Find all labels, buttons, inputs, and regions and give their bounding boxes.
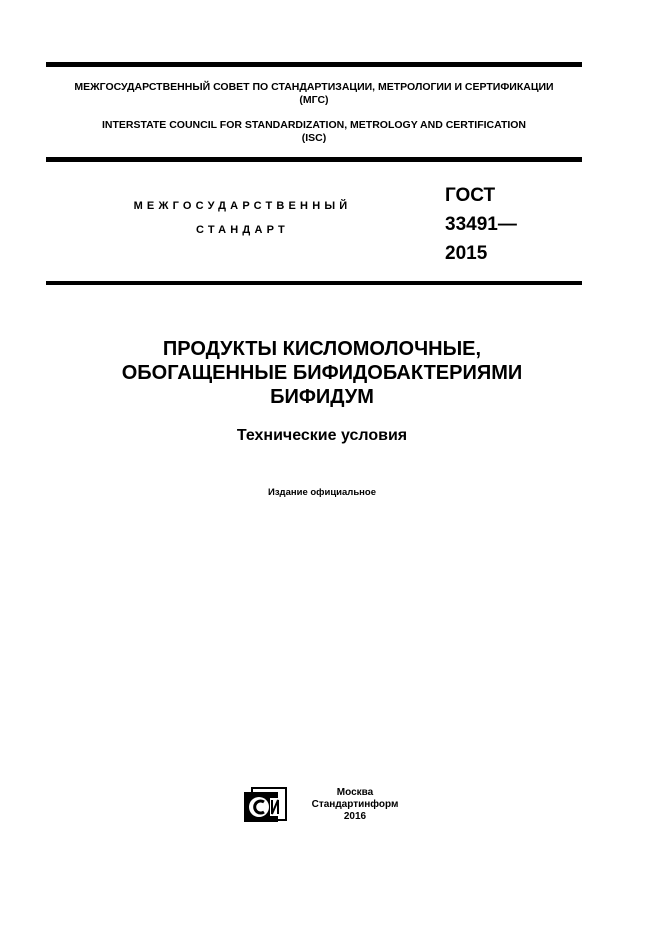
council-name-en-line1: INTERSTATE COUNCIL FOR STANDARDIZATION, METROLOGY AND CERTIFICATION xyxy=(101,119,527,131)
document-subtitle: Технические условия xyxy=(236,427,408,444)
top-rule xyxy=(46,62,582,67)
council-name-en xyxy=(46,119,582,145)
council-name-ru xyxy=(46,81,582,107)
council-name-ru-line1: МЕЖГОСУДАРСТВЕННЫЙ СОВЕТ ПО СТАНДАРТИЗАЦИИ, МЕТРОЛОГИИ И СЕРТИФИКАЦИИ xyxy=(74,81,554,93)
publisher-city: Москва xyxy=(336,787,374,798)
edition-note: Издание официальное xyxy=(268,487,376,498)
publisher-block xyxy=(300,787,410,823)
bottom-rule xyxy=(46,281,582,285)
document-title-line3: БИФИДУМ xyxy=(270,386,374,408)
document-title xyxy=(46,337,598,409)
gost-code: 33491— xyxy=(445,214,517,235)
standartinform-logo-icon xyxy=(242,786,288,824)
standard-type-line1: МЕЖГОСУДАРСТВЕННЫЙ xyxy=(133,200,352,212)
standard-type-line2: СТАНДАРТ xyxy=(196,224,289,236)
document-title-line2: ОБОГАЩЕННЫЕ БИФИДОБАКТЕРИЯМИ xyxy=(121,362,523,384)
council-abbr-ru: (МГС) xyxy=(299,94,329,106)
document-title-line1: ПРОДУКТЫ КИСЛОМОЛОЧНЫЕ, xyxy=(162,338,482,360)
publisher-name: Стандартинформ xyxy=(311,799,399,810)
gost-prefix: ГОСТ xyxy=(445,185,496,206)
publisher-year: 2016 xyxy=(343,811,367,822)
gost-number xyxy=(445,181,517,268)
gost-year: 2015 xyxy=(445,243,488,264)
council-abbr-en: (ISC) xyxy=(301,132,327,144)
middle-rule xyxy=(46,157,582,162)
